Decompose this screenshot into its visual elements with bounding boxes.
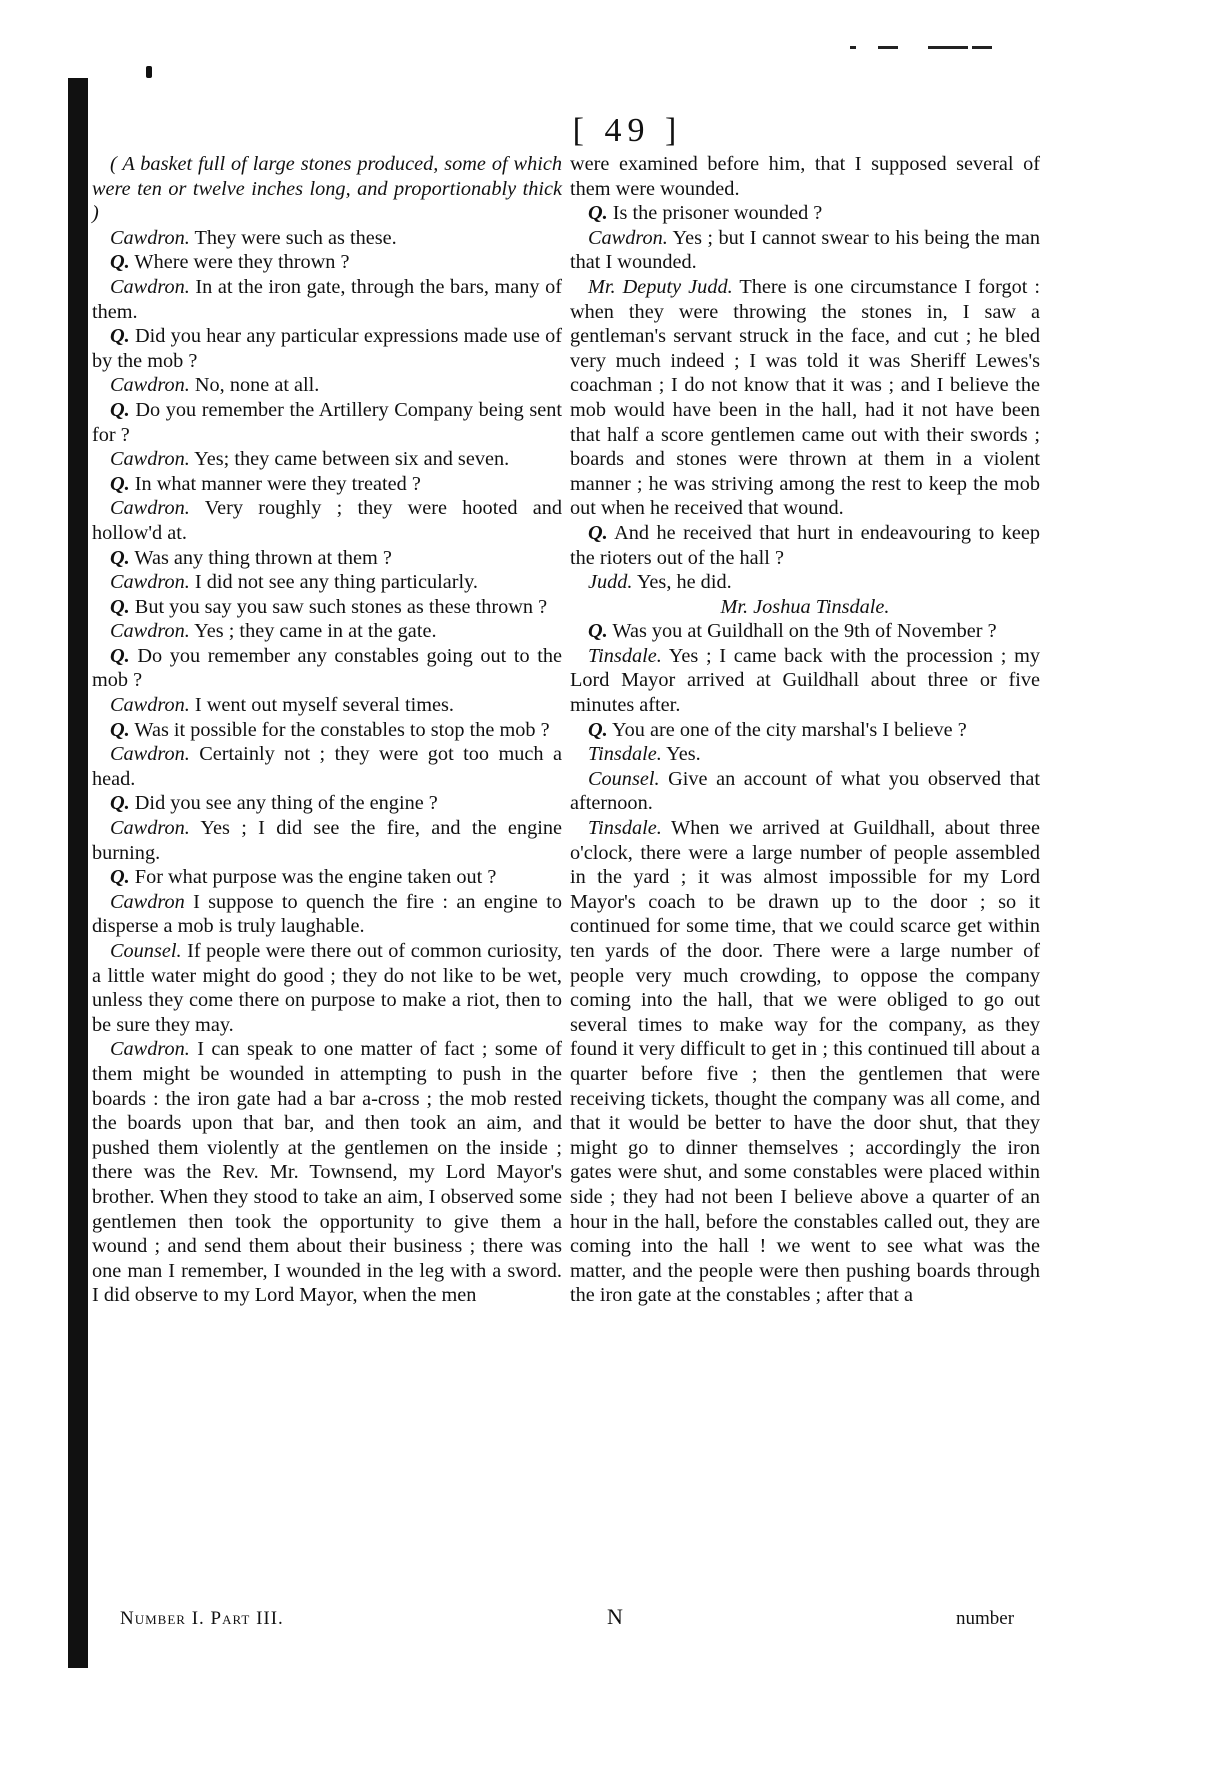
speech-text: Yes. bbox=[661, 743, 701, 766]
speech-text: They were such as these. bbox=[189, 226, 397, 249]
speaker-label: Cawdron bbox=[110, 890, 185, 913]
testimony-paragraph bbox=[92, 447, 562, 472]
testimony-paragraph bbox=[92, 742, 562, 791]
speech-text: Where were they thrown ? bbox=[129, 251, 350, 274]
speech-text: You are one of the city marshal's I believe ? bbox=[607, 718, 967, 741]
speaker-label: Q. bbox=[110, 546, 130, 569]
speech-text: I suppose to quench the fire : an engine to disperse a mob is truly laughable. bbox=[92, 890, 562, 938]
speaker-label: Counsel. bbox=[110, 940, 182, 962]
speaker-label: Q. bbox=[588, 202, 608, 225]
speech-text: In what manner were they treated ? bbox=[129, 472, 421, 495]
question-paragraph bbox=[92, 250, 562, 275]
question-paragraph bbox=[570, 718, 1040, 743]
testimony-paragraph bbox=[92, 619, 562, 644]
speech-text: No, none at all. bbox=[189, 374, 320, 397]
speech-text: For what purpose was the engine taken out ? bbox=[129, 866, 497, 889]
speaker-label: Q. bbox=[110, 644, 130, 667]
speech-text: Did you see any thing of the engine ? bbox=[129, 792, 438, 815]
speaker-label: Q. bbox=[110, 595, 130, 618]
speaker-label: Q. bbox=[588, 521, 608, 544]
speaker-label: Q. bbox=[588, 718, 608, 741]
speaker-label: Cawdron. bbox=[110, 571, 190, 594]
speech-text: When we arrived at Guildhall, about three o'clock, there were a large number of people assembled in the yard ; it was almost impossible for my Lord Mayor's coach to be drawn up to the door ; so it continued for some time, that we could scarce get within ten yards of the door. There were a large number of people very much crowding, to oppose the company coming into the hall, that we were obliged to go out several times to make way for the company, as they found it very difficult to get in ; this continued till about a quarter before five ; then the gentlemen that were receiving tickets, thought the company was all come, and that it would be better to have the door shut, that they might go to dinner themselves ; accordingly the iron gates were shut, and some constables were placed within side ; they had not been I believe above a quarter of an hour in the hall, before the constables called out, they are coming into the hall ! we went to see what was the matter, and the people were then pushing boards through the iron gate at the constables ; after that a bbox=[570, 817, 1040, 1307]
question-paragraph bbox=[92, 595, 562, 620]
speech-text: But you say you saw such stones as these thrown ? bbox=[129, 595, 548, 618]
question-paragraph bbox=[92, 398, 562, 447]
speech-text: Very roughly ; they were hooted and hollow'd at. bbox=[92, 497, 562, 544]
speech-text: If people were there out of common curiosity, a little water might do good ; they do not like to be wet, unless they come there on purpose to make a riot, then to be sure they may. bbox=[92, 940, 562, 1036]
speaker-label: Cawdron. bbox=[110, 448, 190, 471]
speaker-label: Tinsdale. bbox=[588, 743, 662, 766]
page-number: [ 49 ] bbox=[572, 112, 683, 149]
speech-text: Yes; they came between six and seven. bbox=[189, 448, 510, 471]
speech-text: Do you remember the Artillery Company being sent for ? bbox=[92, 398, 562, 446]
speech-text: Give an account of what you observed that afternoon. bbox=[570, 767, 1040, 815]
speaker-label: Q. bbox=[110, 792, 130, 815]
speech-text: Is the prisoner wounded ? bbox=[607, 202, 823, 225]
signature-line: Number I. Part III. bbox=[120, 1608, 284, 1629]
testimony-paragraph bbox=[92, 693, 562, 718]
speech-text: Yes, he did. bbox=[632, 571, 732, 594]
speaker-label: Cawdron. bbox=[110, 374, 190, 397]
speech-text: I went out myself several times. bbox=[189, 694, 454, 717]
speaker-label: Cawdron. bbox=[110, 1038, 190, 1061]
testimony-paragraph bbox=[570, 644, 1040, 718]
testimony-paragraph bbox=[92, 816, 562, 865]
question-paragraph bbox=[570, 521, 1040, 570]
testimony-paragraph bbox=[92, 226, 562, 251]
signature-mark: N bbox=[607, 1604, 623, 1629]
ink-mark bbox=[972, 46, 992, 49]
speaker-label: Cawdron. bbox=[110, 497, 190, 520]
speaker-label: Q. bbox=[588, 620, 608, 643]
speech-text: Yes ; I came back with the procession ; my Lord Mayor arrived at Guildhall about three or five minutes after. bbox=[570, 644, 1040, 717]
question-paragraph bbox=[570, 619, 1040, 644]
speaker-label: Cawdron. bbox=[110, 226, 190, 249]
speaker-label: Cawdron. bbox=[110, 694, 190, 717]
speaker-label: Q. bbox=[110, 398, 130, 421]
question-paragraph bbox=[570, 201, 1040, 226]
binding-shadow bbox=[68, 78, 88, 1668]
speech-text: I can speak to one matter of fact ; some of them might be wounded in attempting to push in the boards : the iron gate had a bar a-cross ; the mob rested the boards upon that bar, and then took an aim, and pushed them violently at the gentlemen on the inside ; there was the Rev. Mr. Townsend, my Lord Mayor's brother. When they stood to take an aim, I observed some gentlemen then took the opportunity to give them a wound ; and send them about their business ; there was one man I remember, I wounded in the leg with a sword. I did observe to my Lord Mayor, when the men bbox=[92, 1038, 562, 1307]
speech-text: Do you remember any constables going out to the mob ? bbox=[92, 644, 562, 692]
speech-text: Yes ; I did see the fire, and the engine burning. bbox=[92, 817, 562, 864]
question-paragraph bbox=[92, 324, 562, 373]
question-paragraph bbox=[92, 546, 562, 571]
testimony-paragraph bbox=[570, 742, 1040, 767]
testimony-paragraph bbox=[92, 1037, 562, 1308]
speaker-label: Q. bbox=[110, 472, 130, 495]
speech-text: Certainly not ; they were got too much a head. bbox=[92, 743, 562, 790]
speaker-label: Tinsdale. bbox=[588, 644, 662, 667]
question-paragraph bbox=[92, 718, 562, 743]
speaker-label: Q. bbox=[110, 718, 130, 741]
testimony-paragraph bbox=[92, 496, 562, 545]
speaker-label: Mr. Deputy Judd. bbox=[588, 275, 733, 298]
speech-text: I did not see any thing particularly. bbox=[189, 571, 479, 594]
speech-text: Did you hear any particular expressions made use of by the mob ? bbox=[92, 325, 562, 372]
testimony-paragraph bbox=[570, 570, 1040, 595]
speech-text: In at the iron gate, through the bars, many of them. bbox=[92, 275, 562, 323]
speech-text: Yes ; but I cannot swear to his being the man that I wounded. bbox=[570, 226, 1040, 274]
ink-mark bbox=[928, 46, 968, 49]
speech-text: Yes ; they came in at the gate. bbox=[189, 620, 437, 643]
question-paragraph bbox=[92, 644, 562, 693]
question-paragraph bbox=[92, 865, 562, 890]
testimony-paragraph bbox=[570, 767, 1040, 816]
speaker-label: Cawdron. bbox=[110, 817, 190, 840]
speech-text: Was you at Guildhall on the 9th of November ? bbox=[607, 620, 997, 643]
speaker-label: Q. bbox=[110, 325, 130, 348]
testimony-paragraph bbox=[92, 570, 562, 595]
ink-mark bbox=[878, 46, 898, 49]
testimony-paragraph bbox=[570, 226, 1040, 275]
testimony-paragraph bbox=[92, 939, 562, 1037]
continued-text: were examined before him, that I supposed several of them were wounded. bbox=[570, 153, 1040, 200]
testimony-paragraph bbox=[92, 373, 562, 398]
speech-text: There is one circumstance I forgot : when they were throwing the stones in, I saw a gentleman's servant struck in the face, and cut ; he bled very much indeed ; I was told it was Sheriff Lewes's coachman ; I do not know that it was ; and I believe the mob would have been in the hall, had it not have been that half a score gentlemen came out with their swords ; boards and stones were thrown at them in a violent manner ; he was striving among the rest to keep the mob out when he received that wound. bbox=[570, 275, 1041, 520]
left-column bbox=[92, 152, 562, 1308]
speaker-label: Judd. bbox=[588, 571, 633, 594]
testimony-paragraph bbox=[570, 275, 1040, 521]
witness-heading: Mr. Joshua Tinsdale. bbox=[720, 595, 890, 618]
testimony-paragraph bbox=[570, 816, 1040, 1308]
ink-mark bbox=[146, 66, 152, 78]
speech-text: Was any thing thrown at them ? bbox=[129, 546, 392, 569]
testimony-paragraph bbox=[92, 890, 562, 939]
catchword: number bbox=[956, 1608, 1015, 1629]
right-column bbox=[570, 152, 1040, 1308]
testimony-paragraph bbox=[92, 275, 562, 324]
speech-text: Was it possible for the constables to stop the mob ? bbox=[129, 718, 550, 741]
question-paragraph bbox=[92, 472, 562, 497]
speech-text: And he received that hurt in endeavouring to keep the rioters out of the hall ? bbox=[570, 521, 1040, 569]
ink-mark bbox=[850, 46, 856, 49]
speaker-label: Cawdron. bbox=[588, 226, 668, 249]
speaker-label: Counsel. bbox=[588, 767, 660, 790]
speaker-label: Q. bbox=[110, 251, 130, 274]
stage-direction: ( A basket full of large stones produced, some of which were ten or twelve inches long, and proportionably thick ) bbox=[92, 153, 562, 225]
speaker-label: Cawdron. bbox=[110, 275, 190, 298]
question-paragraph bbox=[92, 791, 562, 816]
speaker-label: Tinsdale. bbox=[588, 817, 662, 840]
speaker-label: Cawdron. bbox=[110, 743, 190, 766]
speaker-label: Cawdron. bbox=[110, 620, 190, 643]
speaker-label: Q. bbox=[110, 866, 130, 889]
